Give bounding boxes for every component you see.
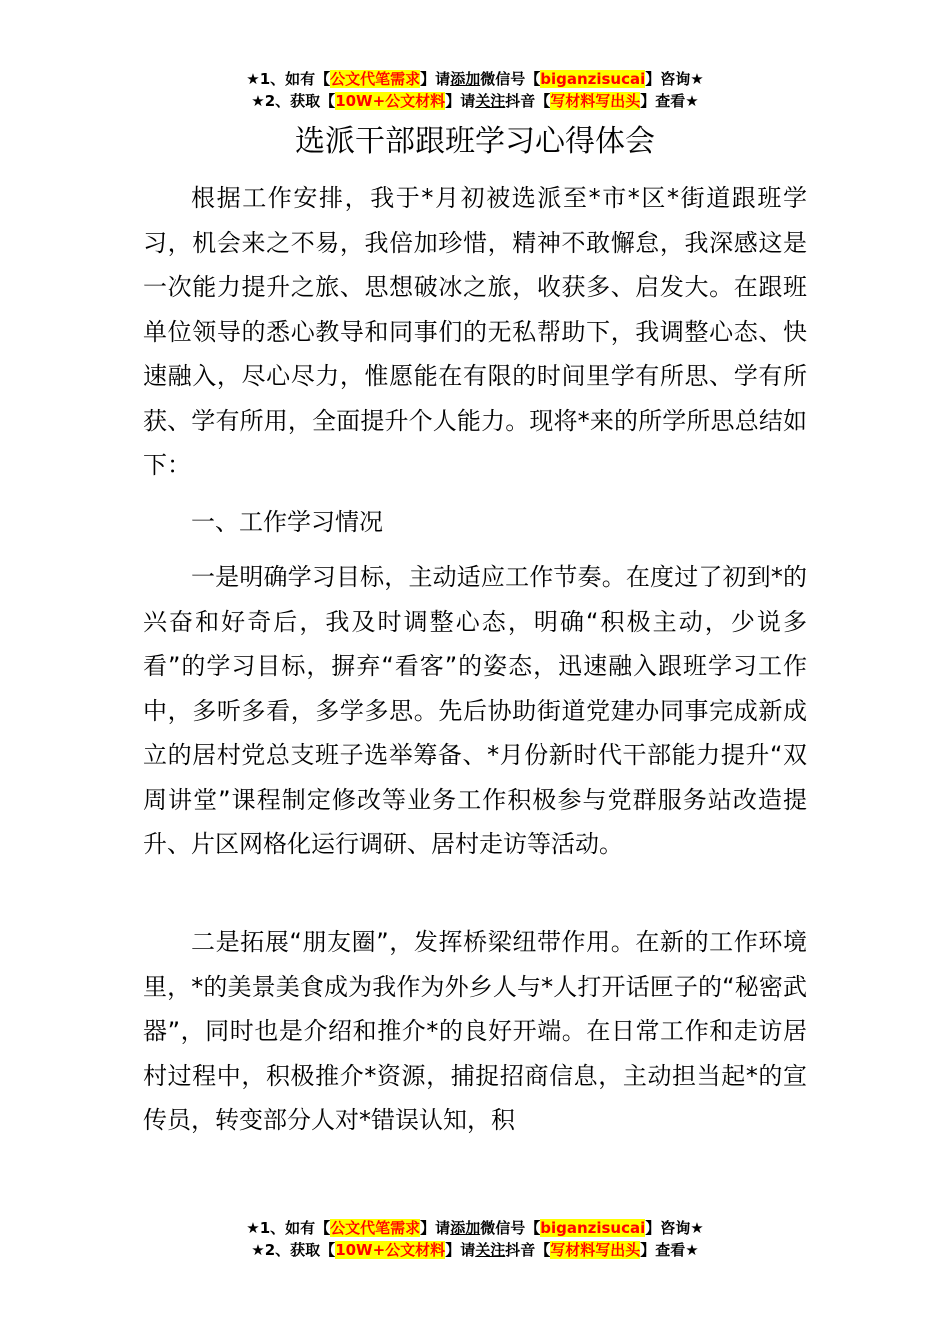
banner-douyin-id: 写材料写出头: [550, 1241, 641, 1259]
banner-highlight: 10W+公文材料: [335, 92, 446, 110]
document-title: 选派干部跟班学习心得体会: [295, 124, 655, 159]
paragraph-text: 根据工作安排，我于*月初被选派至*市*区*街道跟班学习，机会来之不易，我倍加珍惜，精神不敢懈怠，我深感这是一次能力提升之旅、思想破冰之旅，收获多、启发大。在跟班单位领导的悉心教导和同事们的无私帮助下，我调整心态、快速融入，尽心尽力，惟愿能在有限的时间里学有所思、学有所获、学有所用，全面提升个人能力。现将*来的所学所思总结如下：: [143, 184, 807, 479]
paragraph-text: 一是明确学习目标，主动适应工作节奏。在度过了初到*的兴奋和好奇后，我及时调整心态，明确“积极主动，少说多看”的学习目标，摒弃“看客”的姿态，迅速融入跟班学习工作中，多听多看，多学多思。先后协助街道党建办同事完成新成立的居村党总支班子选举筹备、*月份新时代干部能力提升“双周讲堂”课程制定修改等业务工作积极参与党群服务站改造提升、片区网格化运行调研、居村走访等活动。: [143, 563, 807, 858]
header-banner: [0, 68, 950, 112]
banner-highlight: 公文代笔需求: [330, 70, 421, 88]
banner-line-2: ★2、获取【10W+公文材料】请关注抖音【写材料写出头】查看★: [251, 1241, 699, 1259]
banner-highlight: 公文代笔需求: [330, 1219, 421, 1237]
paragraph-text: 二是拓展“朋友圈”，发挥桥梁纽带作用。在新的工作环境里，*的美景美食成为我作为外乡人与*人打开话匣子的“秘密武器”，同时也是介绍和推介*的良好开端。在日常工作和走访居村过程中，积极推介*资源，捕捉招商信息，主动担当起*的宣传员，转变部分人对*错误认知，积: [143, 928, 807, 1134]
section-heading: [143, 500, 807, 545]
paragraph-learning-goals: [143, 555, 807, 867]
banner-wechat-id: biganzisucai: [540, 70, 646, 88]
paragraph-intro: [143, 176, 807, 488]
banner-douyin-id: 写材料写出头: [550, 92, 641, 110]
banner-line-1: ★1、如有【公文代笔需求】请添加微信号【biganzisucai】咨询★: [246, 1219, 704, 1237]
banner-wechat-id: biganzisucai: [540, 1219, 646, 1237]
banner-line-1: ★1、如有【公文代笔需求】请添加微信号【biganzisucai】咨询★: [246, 70, 704, 88]
banner-highlight: 10W+公文材料: [335, 1241, 446, 1259]
banner-line-2: ★2、获取【10W+公文材料】请关注抖音【写材料写出头】查看★: [251, 92, 699, 110]
footer-banner: [0, 1217, 950, 1261]
heading-text: 一、工作学习情况: [191, 508, 383, 536]
paragraph-friend-circle: [143, 920, 807, 1143]
